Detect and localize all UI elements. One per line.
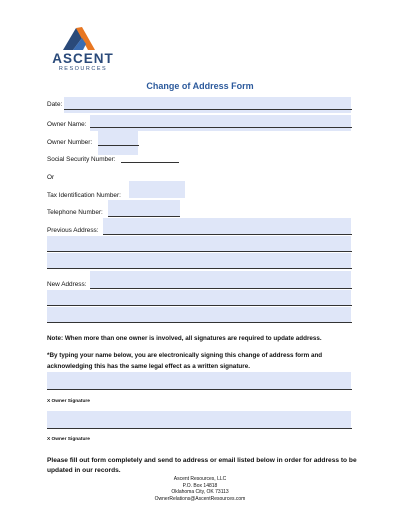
logo-wordmark: ASCENT	[52, 51, 114, 66]
logo-subtitle: RESOURCES	[58, 66, 108, 72]
owner-number-field[interactable]	[98, 129, 138, 155]
owner-number-label: Owner Number:	[47, 139, 93, 146]
new-address-label: New Address:	[47, 281, 87, 288]
signature-label-1: X Owner Signature	[47, 399, 90, 404]
new-address-underline-1	[90, 288, 352, 289]
previous-address-line-1[interactable]	[103, 218, 351, 235]
telephone-label: Telephone Number:	[47, 209, 103, 216]
mountain-logo-icon	[46, 24, 120, 54]
signature-note: Note: When more than one owner is involved, all signatures are required to update address.	[47, 335, 322, 342]
submission-instructions: Please fill out form completely and send to address or email listed below in order for address to be updated in our records.	[47, 457, 357, 474]
new-address-underline-2	[47, 305, 352, 306]
date-underline	[64, 109, 352, 110]
or-label: Or	[47, 174, 55, 181]
owner-name-underline	[90, 127, 352, 128]
ssn-label: Social Security Number:	[47, 156, 116, 163]
previous-address-label: Previous Address:	[47, 227, 99, 234]
date-label: Date:	[47, 101, 63, 108]
previous-address-underline-3	[47, 268, 352, 269]
new-address-line-3[interactable]	[47, 307, 351, 323]
signature-field-1[interactable]	[47, 372, 351, 389]
footer-po-box: P.O. Box 14818	[182, 482, 218, 489]
footer-company: Ascent Resources, LLC	[173, 476, 227, 482]
owner-number-underline	[98, 145, 139, 146]
previous-address-line-3[interactable]	[47, 253, 351, 269]
previous-address-underline-2	[47, 251, 352, 252]
date-field[interactable]	[64, 97, 351, 113]
signature-label-2: X Owner Signature	[47, 437, 90, 442]
new-address-underline-3	[47, 322, 352, 323]
company-logo	[46, 24, 120, 74]
telephone-field[interactable]	[108, 200, 180, 216]
signature-field-2[interactable]	[47, 411, 351, 428]
footer-email: OwnerRelations@AscentResources.com	[154, 495, 246, 502]
ssn-field[interactable]	[121, 162, 179, 163]
form-title: Change of Address Form	[146, 81, 254, 91]
owner-name-label: Owner Name:	[47, 121, 87, 128]
electronic-signature-notice: *By typing your name below, you are electronically signing this change of address form and acknowledging this has the same legal effect as a written signature.	[47, 352, 323, 370]
signature-underline-1	[47, 389, 352, 390]
previous-address-line-2[interactable]	[47, 236, 351, 252]
footer-city: Oklahoma City, OK 73113	[171, 489, 229, 495]
telephone-underline	[108, 216, 180, 217]
previous-address-underline-1	[103, 234, 352, 235]
new-address-line-1[interactable]	[90, 271, 351, 288]
new-address-line-2[interactable]	[47, 290, 351, 306]
signature-underline-2	[47, 428, 352, 429]
tin-field[interactable]	[129, 181, 185, 198]
tin-label: Tax Identification Number:	[47, 192, 121, 199]
